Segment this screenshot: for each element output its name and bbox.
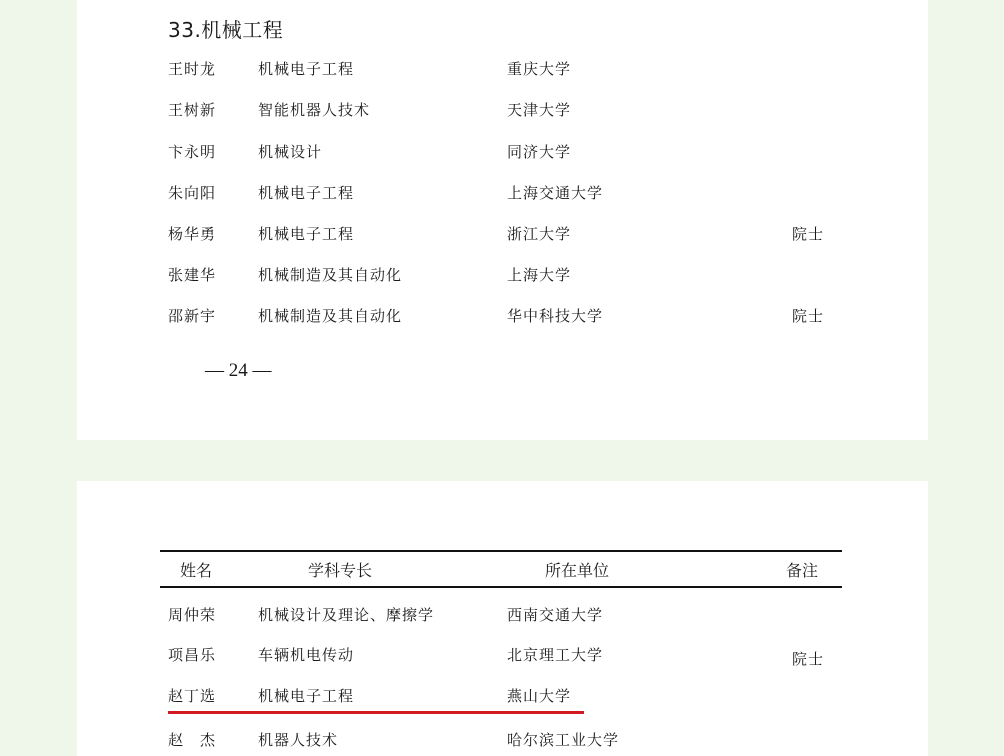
- expert-major: 机械制造及其自动化: [258, 307, 403, 325]
- table-row: [77, 99, 928, 121]
- expert-unit: 哈尔滨工业大学: [507, 731, 620, 749]
- table-row: [77, 58, 928, 80]
- table-row: [77, 182, 928, 204]
- expert-note: 院士: [792, 650, 825, 668]
- expert-name: 张建华: [168, 266, 217, 284]
- header-name: 姓名: [180, 561, 213, 580]
- section-title: 33.机械工程: [168, 18, 284, 42]
- expert-name: 项昌乐: [168, 646, 217, 664]
- expert-note: 院士: [792, 225, 825, 243]
- expert-name: 卞永明: [168, 143, 217, 161]
- expert-name: 王树新: [168, 101, 217, 119]
- table-row: [77, 305, 928, 327]
- expert-major: 机械制造及其自动化: [258, 266, 403, 284]
- expert-unit: 浙江大学: [507, 225, 572, 243]
- table-row: [77, 264, 928, 286]
- expert-major: 机械电子工程: [258, 687, 355, 705]
- table-top-rule: [160, 550, 842, 552]
- expert-name: 周仲荣: [168, 606, 217, 624]
- expert-unit: 天津大学: [507, 101, 572, 119]
- document-page-24: [77, 0, 928, 440]
- expert-major: 机器人技术: [258, 731, 339, 749]
- table-row: [77, 141, 928, 163]
- table-row: [77, 644, 928, 666]
- expert-major: 机械电子工程: [258, 60, 355, 78]
- expert-name: 王时龙: [168, 60, 217, 78]
- table-row: [77, 729, 928, 751]
- expert-major: 机械电子工程: [258, 225, 355, 243]
- expert-unit: 上海大学: [507, 266, 572, 284]
- expert-major: 机械设计及理论、摩擦学: [258, 606, 435, 624]
- expert-note: 院士: [792, 307, 825, 325]
- expert-major: 智能机器人技术: [258, 101, 371, 119]
- document-page-25: [77, 481, 928, 756]
- header-note: 备注: [786, 561, 819, 580]
- expert-name: 赵丁选: [168, 687, 217, 705]
- page-number: — 24 —: [205, 360, 272, 381]
- expert-name: 赵 杰: [168, 731, 217, 749]
- header-major: 学科专长: [308, 561, 373, 580]
- highlight-underline: [168, 711, 584, 714]
- table-row: [77, 685, 928, 707]
- expert-unit: 上海交通大学: [507, 184, 604, 202]
- expert-major: 机械电子工程: [258, 184, 355, 202]
- expert-name: 朱向阳: [168, 184, 217, 202]
- expert-name: 杨华勇: [168, 225, 217, 243]
- table-header-rule: [160, 586, 842, 588]
- table-row: [77, 604, 928, 626]
- expert-unit: 华中科技大学: [507, 307, 604, 325]
- expert-major: 机械设计: [258, 143, 323, 161]
- expert-unit: 重庆大学: [507, 60, 572, 78]
- expert-unit: 北京理工大学: [507, 646, 604, 664]
- expert-unit: 燕山大学: [507, 687, 572, 705]
- table-row: [77, 223, 928, 245]
- expert-unit: 西南交通大学: [507, 606, 604, 624]
- expert-major: 车辆机电传动: [258, 646, 355, 664]
- expert-unit: 同济大学: [507, 143, 572, 161]
- header-unit: 所在单位: [545, 561, 610, 580]
- expert-name: 邵新宇: [168, 307, 217, 325]
